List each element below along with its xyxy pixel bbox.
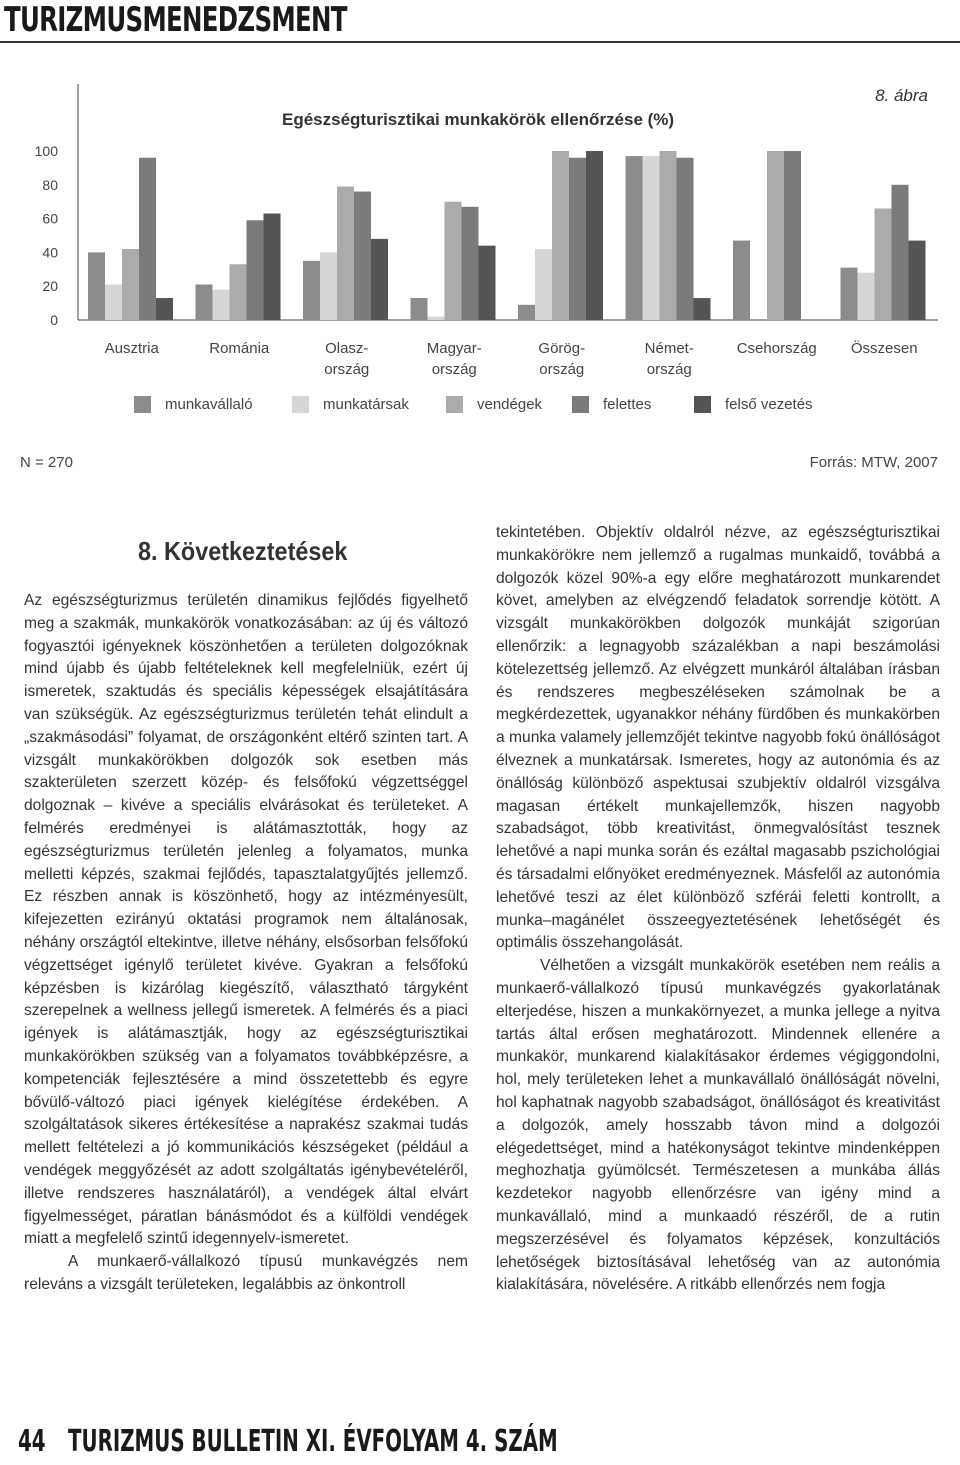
legend-item <box>446 396 542 413</box>
category-label: Görög- <box>538 340 586 357</box>
publication-name: TURIZMUS BULLETIN XI. ÉVFOLYAM 4. SZÁM <box>67 1424 558 1459</box>
figure-label: 8. ábra <box>875 86 928 105</box>
bar <box>213 290 230 320</box>
bar <box>105 285 122 320</box>
chart-title: Egészségturisztikai munkakörök ellenőrzése (%) <box>282 110 675 129</box>
category-label: ország <box>431 361 477 378</box>
running-header: TURIZMUSMENEDZSMENT <box>4 0 347 40</box>
bar <box>337 186 354 320</box>
bar <box>320 252 337 320</box>
bar <box>139 158 156 320</box>
bar <box>784 151 801 320</box>
bar <box>156 298 173 320</box>
legend-swatch <box>446 396 463 413</box>
bar <box>411 298 428 320</box>
legend-label: munkavállaló <box>165 396 253 413</box>
section-heading: 8. Következtetések <box>138 536 348 566</box>
y-tick-label: 20 <box>42 278 58 295</box>
legend-item <box>134 396 253 413</box>
bar <box>858 273 875 320</box>
figure-8 <box>20 80 940 480</box>
bar <box>247 220 264 320</box>
article-column-left <box>24 590 468 1297</box>
source-note: Forrás: MTW, 2007 <box>809 454 938 471</box>
legend-item <box>694 396 813 413</box>
bar <box>767 151 784 320</box>
bar <box>586 151 603 320</box>
y-tick-label: 40 <box>42 244 58 261</box>
category-label: Olasz- <box>325 340 369 357</box>
paragraph: tekintetében. Objektív oldalról nézve, az egészségturisztikai munkakörökre nem jellemző a rugalmas munkaidő, továbbá a dolgozók közel 90%-a egy előre meghatározott munkarendet követ, amelyben az elvégzendő feladatok sorrendje kötött. A vizsgált munkakörökben dolgozók munkáját szigorúan ellenőrzik: a legnagyobb százalékban a napi beszámolási kötelezettség jellemző. Az elvégzett munkáról általában írásban és rendszeres megbeszéléseken számolnak be a megkérdezettek, ugyanakkor néhány fürdőben és munkakörben a munka valamely jellemzőjét tekintve nagyobb fokú önállóságot élveznek a munkatársak. Ismeretes, hogy az autonómia és az önállóság különböző aspektusai szubjektív oldalról vizsgálva magasan értékelt munkajellemzők, hiszen nagyobb szabadságot, több kreativitást, önmegvalósítást tesznek lehetővé a napi munka során és ezáltal magasabb pszichológiai és társadalmi előnyöket eredményeznek. Másfelől az autonómia lehetővé teszi az élet különböző szférái feletti kontrollt, a munka–magánélet összeegyeztetésének lehetőségét és optimális összehangolását. <box>496 524 940 952</box>
legend-swatch <box>134 396 151 413</box>
bar <box>841 268 858 320</box>
bar <box>643 156 660 320</box>
legend-swatch <box>572 396 589 413</box>
category-label: Ausztria <box>104 340 159 357</box>
legend-label: vendégek <box>477 396 543 413</box>
page-footer <box>18 1424 558 1459</box>
y-tick-label: 60 <box>42 210 58 227</box>
bar <box>626 156 643 320</box>
legend-label: felettes <box>603 396 652 413</box>
bar <box>518 305 535 320</box>
bar <box>303 261 320 320</box>
bar <box>677 158 694 320</box>
category-label: Csehország <box>736 340 817 357</box>
bar <box>88 252 105 320</box>
paragraph: A munkaerő-vállalkozó típusú munkavégzés nem releváns a vizsgált területeken, legalábbis az önkontroll <box>24 1253 468 1293</box>
bar <box>230 264 247 320</box>
bar <box>660 151 677 320</box>
paragraph: Az egészségturizmus területén dinamikus fejlődés figyelhető meg a szakmák, munkakörök vonatkozásában: az új és változó fogyasztói igényeknek köszönhetően a területen dolgozóknak mind újabb és újabb feltételeknek kell megfelelniük, ezért új ismeretek, szaktudás és speciális képességek elsajátítására van szükségük. Az egészségturizmus területén tehát elindult a „szakmásodási” folyamat, de országonként eltérő szinten tart. A vizsgált munkakörökben dolgozók sok esetben más szakterületen szerzett közép- és felsőfokú végzettséggel dolgoznak – kivéve a speciális elvárásokat és területeket. A felmérés eredményei is alátámasztották, hogy az egészségturizmus területén jelenleg a folyamatos, munka melletti képzés, szakmai fejlődés, tapasztalatgyűjtés jellemző. Ez részben annak is köszönhető, hogy az intézményesült, kifejezetten ezirányú oktatási programok nem általánosak, néhány országtól eltekintve, illetve néhány, elsősorban felsőfokú végzettséget igénylő területet kivéve. Gyakran a felsőfokú képzésben is kizárólag kiegészítő, választható tárgyként szerepelnek a wellness jellegű ismeretek. A felmérés és a piaci igények is alátámasztják, hogy az egészségturisztikai munkakörökben szükség van a folyamatos továbbképzésre, a kompetenciák fejlesztésére a mind összetettebb és egyre bővülő-változó piaci igények kielégítése érdekében. A szolgáltatások sikeres értékesítése a naprakész szakmai tudás mellett feltételezi a jó kommunikációs készségeket (például a vendégek meggyőzését az adott szolgáltatás igénybevételéről, illetve rendszeres használatáról), a vendégek által elvárt figyelmességet, páratlan bánásmódot és a külföldi vendégek miatt a megfelelő szintű idegennyelv-ismeretet. <box>24 592 468 1248</box>
page-number: 44 <box>18 1424 46 1459</box>
category-label: Összesen <box>850 340 918 357</box>
paragraph: Vélhetően a vizsgált munkakörök esetében nem reális a munkaerő-vállalkozó típusú munkavégzés gyakorlatának elterjedése, hiszen a munkakörnyezet, a munka jellege a nyitva tartás által erősen meghatározott. Mindennek ellenére a munkakör, munkarend kialakításakor érdemes végiggondolni, hol, mely területeken lehet a munkavállaló önállóságát növelni, hol kaphatnak nagyobb szabadságot, önállóságot és kreativitást a dolgozók, amely hosszabb távon mind a dolgozói elégedettséget, mind a hatékonyságot tekintve mindenképpen meghozhatja gyümölcsét. Természetesen a munkába állás kezdetekor nagyobb ellenőrzésre van igény mind a munkavállaló, mind a munkaadó részéről, de a rutin megszerzésével és folyamatos képzések, konzultációs lehetőségek biztosításával lehetőség van az autonómia kialakítására, növelésére. A ritkább ellenőrzés nem fogja <box>496 957 940 1294</box>
bar <box>892 185 909 320</box>
bar <box>428 317 445 320</box>
bar <box>445 202 462 320</box>
bar <box>462 207 479 320</box>
category-label: Magyar- <box>426 340 482 357</box>
sample-size-note: N = 270 <box>20 454 73 471</box>
y-tick-label: 80 <box>42 176 58 193</box>
legend-item <box>572 396 651 413</box>
bar <box>569 158 586 320</box>
chart-legend <box>134 396 954 418</box>
bar <box>535 249 552 320</box>
category-label: Románia <box>209 340 270 357</box>
category-label: ország <box>324 361 370 378</box>
category-label: Német- <box>644 340 694 357</box>
header-rule <box>0 41 960 43</box>
y-tick-label: 0 <box>50 312 58 328</box>
legend-item <box>292 396 409 413</box>
bar <box>196 285 213 320</box>
bar <box>354 192 371 320</box>
bar <box>694 298 711 320</box>
y-tick-label: 100 <box>34 143 58 159</box>
bar <box>552 151 569 320</box>
category-label: ország <box>646 361 692 378</box>
article-column-right <box>496 522 940 1297</box>
bar <box>875 208 892 320</box>
legend-label: munkatársak <box>323 396 409 413</box>
bar <box>479 246 496 320</box>
bar <box>122 249 139 320</box>
bar <box>264 214 281 320</box>
legend-swatch <box>292 396 309 413</box>
bar-chart <box>20 80 940 392</box>
legend-label: felső vezetés <box>725 396 813 413</box>
bar <box>371 239 388 320</box>
bar <box>733 241 750 320</box>
legend-swatch <box>694 396 711 413</box>
category-label: ország <box>539 361 585 378</box>
bar <box>909 241 926 320</box>
